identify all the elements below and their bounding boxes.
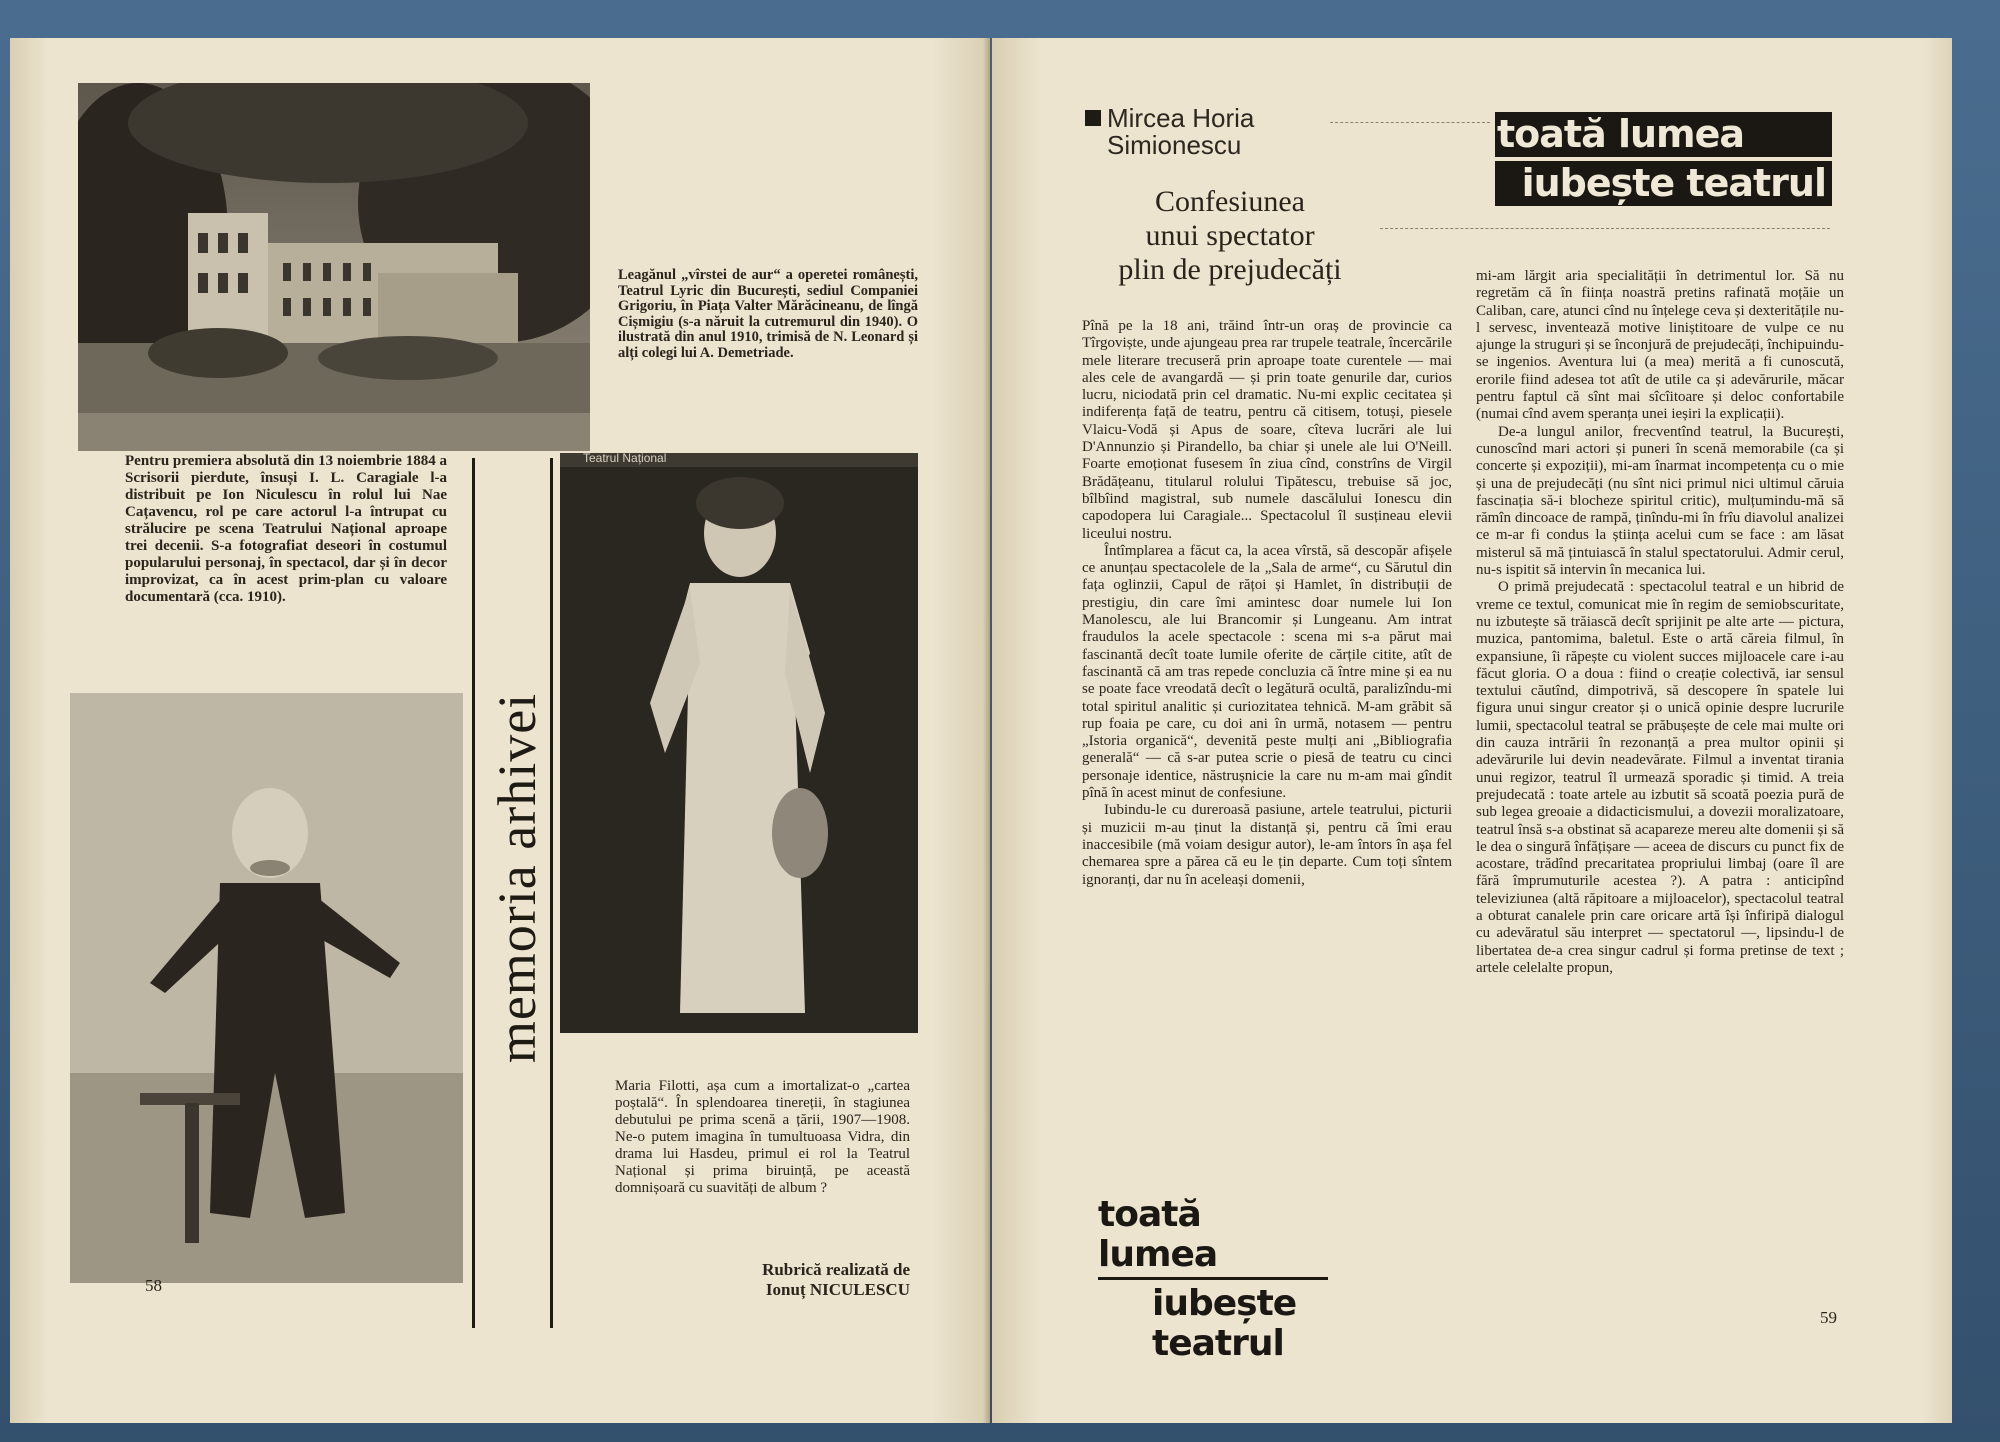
credit-author: Ionuț NICULESCU bbox=[765, 1280, 910, 1299]
article-title bbox=[1100, 185, 1360, 287]
theatre-building-photo bbox=[78, 83, 590, 451]
header-dashed-rule bbox=[1330, 122, 1490, 123]
page-number-right: 59 bbox=[1820, 1308, 1837, 1327]
photo-stamp: Teatrul Național bbox=[583, 451, 667, 465]
section-title: memoria arhivei bbox=[487, 692, 547, 1064]
maria-filotti-photo bbox=[560, 453, 918, 1033]
credit-line bbox=[670, 1260, 910, 1300]
caption-caragiale: Pentru premiera absolută din 13 noiembrie 1884 a Scrisorii pierdute, însuși I. L. Caragiale l-a distribuit pe Ion Niculescu în rolul lui Nae Cațavencu, rol pe care actorul l-a întrupat cu strălucire pe scena Teatrului Național aproape trei decenii. S-a fotografiat deseori în costumul popularului personaj, în spectacol, dar și în decor improvizat, ca în acest prim-plan cu valoare documentară (cca. 1910). bbox=[125, 453, 447, 605]
slogan-line-1: toată lumea bbox=[1098, 1195, 1328, 1280]
article-author bbox=[1085, 105, 1254, 159]
col2-paragraph-1: mi-am lărgit aria specialității în detrimentul lor. Să nu regretăm că în ființa noastră pretins rafinată moțăie un Caliban, care, atunci cînd nu înțelege ceva și dexteritățile nu-l servesc, inventează motive liniștitoare de vulpe ce nu ajunge la struguri și se înconjură de prejudecăți, închipuindu-se ingenios. Aventura lui (a mea) merită a fi cunoscută, erorile fiind adesea tot atît de utile ca și adevărurile, măcar pentru faptul că sînt mai sîcîitoare și deloc confortabile (numai cînd avem speranța unei ieșiri la explicații). bbox=[1476, 268, 1844, 423]
left-page bbox=[10, 38, 990, 1423]
banner-line-2: iubește teatrul bbox=[1495, 161, 1832, 206]
caption-filotti bbox=[615, 1078, 910, 1197]
author-last-name: Simionescu bbox=[1107, 130, 1242, 160]
slogan-line-2: iubește teatrul bbox=[1152, 1283, 1297, 1364]
col1-paragraph-2: Întîmplarea a făcut ca, la acea vîrstă, să descopăr afișele ce anunțau spectacolele de la „Sala de arme“, cu Sărutul din fața oglinzii, Capul de rățoi și Hamlet, în distribuții de prestigiu, din care îmi amintesc doar numele lui Ion Manolescu, ale lui Brancomir și Lungeanu. Am intrat fraudulos la acele spectacole : scena mi s-a părut mai fascinantă decît toate lumile oferite de cărțile citite, atît de fascinantă că am tras repede concluzia că între mine și ea nu se poate face vreodată decît o legătură ocultă, paralizîndu-mi total spiritul analitic și curiozitatea tehnică. M-am grăbit să rup foaia pe care, cu doi ani în urmă, notasem — pentru „Istoria organică“, devenită peste mulți ani „Bibliografia generală“ — că s-ar putea scrie o piesă de teatru cu cinci personaje identice, năstrușnicie la care nu m-am mai gîndit pînă în acest minut de confesiune. bbox=[1082, 542, 1452, 802]
page-number-left: 58 bbox=[145, 1276, 162, 1295]
article-column-1 bbox=[1082, 318, 1452, 889]
article-column-2 bbox=[1476, 268, 1844, 977]
divider-line-right bbox=[550, 458, 553, 1328]
author-bullet-icon bbox=[1085, 110, 1101, 126]
author-first-name: Mircea Horia bbox=[1107, 103, 1255, 133]
col1-paragraph-3: Iubindu-le cu dureroasă pasiune, artele teatrului, picturii și muzicii m-au ținut la distanță și, pentru că îmi erau inaccesibile (mă voiam desigur autor), le-am întors în așa fel chemarea spre a părea că eu le țin departe. Cum toți sîntem ignoranți, dar nu în aceleași domenii, bbox=[1082, 802, 1452, 888]
footer-slogan bbox=[1098, 1195, 1423, 1364]
credit-label: Rubrică realizată de bbox=[762, 1260, 910, 1279]
banner-line-1: toată lumea bbox=[1495, 112, 1832, 157]
col2-paragraph-3: O primă prejudecată : spectacolul teatral e un hibrid de vreme ce textul, comunicat mie în regim de semiobscuritate, nu izbutește să trăiască decît sprijinit pe alte arte — pictura, muzica, pantomima, baletul. Este o artă căreia filmul, în expansiune, îi răpește cu violent succes mijloacele care i-au făcut gloria. O a doua : fiind o creație colectivă, iar sensul textului căutînd, dimpotrivă, să descopere în spatele lui figura unui singur creator și o unică opinie despre lucrurile lumii, spectacolul teatral se prăbușește de cele mai multe ori din cauza intrării în rezonanță a prea multor opinii și adevărurile lui devin neadevărate. Filmul a inventat tirania unui regizor, teatrul îl urmează sporadic și timid. A treia prejudecată : toate artele au izbutit să scoată poezia pură de sub legea greoaie a didacticismului, a dovezii moralizatoare, teatrul însă s-a obstinat să acapareze mereu alte domenii și să le dea o singură înfățișare — aceea de discurs cu punct fix de acostare, trădînd precaritatea propriului limbaj (oare îl are fără împrumuturile acestea ?). A patra : anticipînd televiziunea (altă răpitoare a mijloacelor), spectacolul teatral a obturat canalele prin care oricare artă își înfiripă dialogul cu adevăratul său interpret — spectatorul —, lipsindu-l de libertatea de-a crea singur cadrul și forma pretinse de text ; artele celelalte propun, bbox=[1476, 579, 1844, 976]
title-line-1: Confesiunea bbox=[1155, 185, 1305, 218]
divider-line-left bbox=[472, 458, 475, 1328]
title-line-3: plin de prejudecăți bbox=[1118, 253, 1342, 286]
caption-filotti-text: Maria Filotti, așa cum a imortalizat-o „cartea poștală“. În splendoarea tinereții, în stagiunea debutului pe prima scenă a țării, 1907—1908. Ne-o putem imagina în tumultuoasa Vidra, din drama lui Hasdeu, primul ei rol la Teatrul Național și prima biruință, pe această domnișoară cu suavități de album ? bbox=[615, 1078, 910, 1196]
header-dashed-rule-2 bbox=[1380, 228, 1830, 229]
actor-niculescu-photo bbox=[70, 693, 463, 1283]
col2-paragraph-2: De-a lungul anilor, frecventînd teatrul, la București, cunoscînd mari actori și puneri în scenă memorabile (ca și concerte și expoziții), mi-am înarmat incompetența cu o mie și una de prejudecăți (nu sînt nici primul nici ultimul căruia fascinația să-i blocheze spiritul critic), mulțumindu-mă să rămîn dincoace de rampă, ținîndu-mi în frîu diavolul analizei ce m-ar fi condus la știința acelui cum se face : am lăsat misterul să mă țintuiască în stalul spectatorului. Admir cerul, nu-s ispitit să intervin în mecanica lui. bbox=[1476, 423, 1844, 579]
caption-building: Leagănul „vîrstei de aur“ a operetei românești, Teatrul Lyric din București, sediul Companiei Grigoriu, în Piața Valter Mărăcineanu, de lîngă Cișmigiu (s-a năruit la cutremurul din 1940). O ilustrată din anul 1910, trimisă de N. Leonard și alți colegi lui A. Demetriade. bbox=[618, 267, 918, 361]
title-line-2: unui spectator bbox=[1145, 219, 1315, 252]
series-banner bbox=[1495, 112, 1832, 208]
col1-paragraph-1: Pînă pe la 18 ani, trăind într-un oraș de provincie ca Tîrgoviște, unde ajungeau prea rar trupele teatrale, încercările mele literare trecuseră prin aproape toate curentele — mai ales cele de avangardă — și prin toate genurile dar, curios lucru, niciodată prin cel dramatic. Nu-mi explic cecitatea și indiferența față de teatru, pentru că citisem, totuși, piesele Vlaicu-Vodă și Apus de soare, cîteva lucrări ale lui D'Annunzio și Pirandello, ba chiar și unele ale lui O'Neill. Foarte emoționat fusesem în ziua cînd, constrîns de Virgil Brădățeanu, titularul rolului Tipătescu, trebuise să joc, bîlbîind magistral, sub numele dascălului Ionescu din capodopera lui Caragiale... Spectacolul îl susțineau elevii liceului nostru. bbox=[1082, 318, 1452, 542]
